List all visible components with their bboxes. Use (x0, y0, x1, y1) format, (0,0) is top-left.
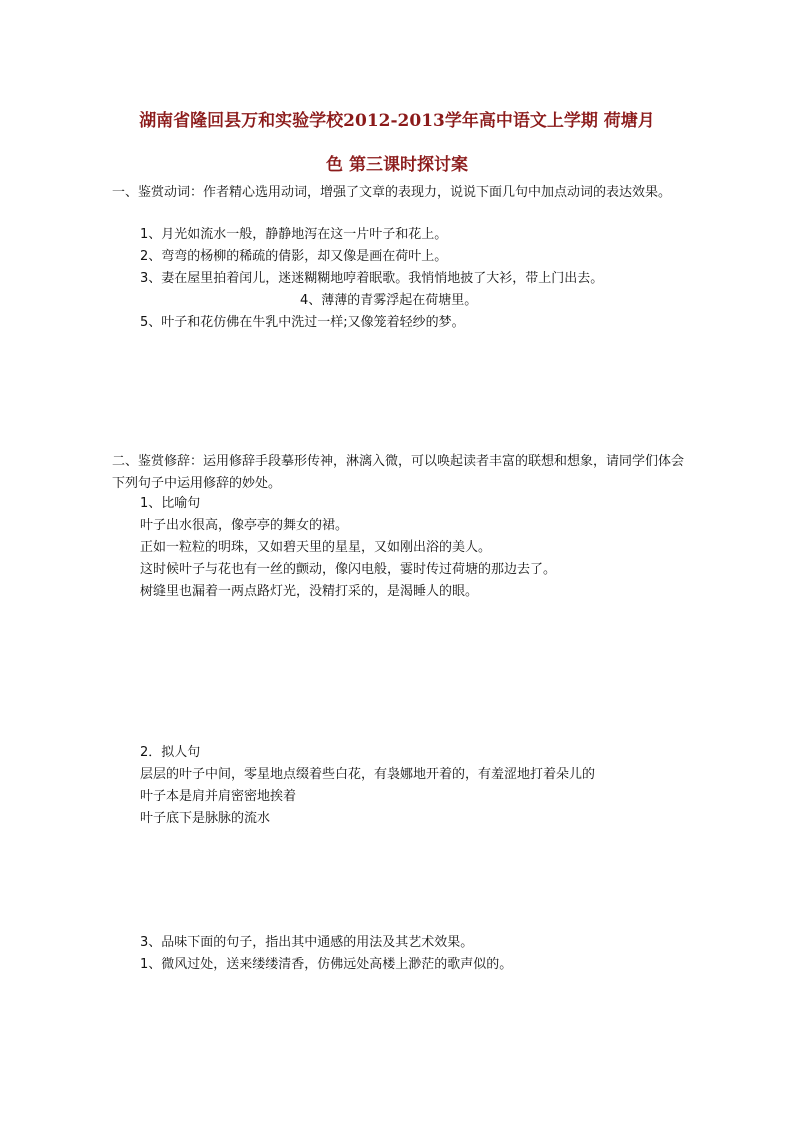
synesthesia-line-1: 1、微风过处，送来缕缕清香，仿佛远处高楼上渺茫的歌声似的。 (140, 957, 513, 972)
personification-heading: 2．拟人句 (140, 745, 201, 760)
personification-line-2: 叶子本是肩并肩密密地挨着 (140, 789, 297, 804)
document-title-line-2: 色 第三课时探讨案 (326, 155, 468, 175)
simile-line-1: 叶子出水很高，像亭亭的舞女的裙。 (140, 518, 349, 533)
section-2-intro: 二、鉴赏修辞：运用修辞手段摹形传神，淋漓入微，可以唤起读者丰富的联想和想象，请同学们体会下列句子中运用修辞的妙处。 (112, 454, 685, 491)
simile-line-3: 这时候叶子与花也有一丝的颤动，像闪电般，霎时传过荷塘的那边去了。 (140, 562, 557, 577)
synesthesia-heading: 3、品味下面的句子，指出其中通感的用法及其艺术效果。 (140, 935, 474, 950)
document-title-line-1: 湖南省隆回县万和实验学校2012-2013学年高中语文上学期 荷塘月 (139, 111, 655, 131)
section-1-item-5: 5、叶子和花仿佛在牛乳中洗过一样;又像笼着轻纱的梦。 (140, 315, 465, 330)
personification-line-1: 层层的叶子中间，零星地点缀着些白花，有袅娜地开着的，有羞涩地打着朵儿的 (140, 767, 596, 782)
simile-line-2: 正如一粒粒的明珠，又如碧天里的星星，又如刚出浴的美人。 (140, 540, 492, 555)
section-1-item-4: 4、薄薄的青雾浮起在荷塘里。 (300, 293, 478, 308)
section-1-item-1: 1、月光如流水一般，静静地泻在这一片叶子和花上。 (140, 227, 448, 242)
simile-heading: 1、比喻句 (140, 496, 201, 511)
simile-line-4: 树缝里也漏着一两点路灯光，没精打采的，是渴睡人的眼。 (140, 584, 479, 599)
section-1-item-3: 3、妻在屋里拍着闰儿，迷迷糊糊地哼着眠歌。我悄悄地披了大衫，带上门出去。 (140, 271, 604, 286)
section-1-item-2: 2、弯弯的杨柳的稀疏的倩影，却又像是画在荷叶上。 (140, 249, 448, 264)
section-1-intro: 一、鉴赏动词：作者精心选用动词，增强了文章的表现力，说说下面几句中加点动词的表达效果。 (112, 185, 672, 200)
personification-line-3: 叶子底下是脉脉的流水 (140, 811, 271, 826)
